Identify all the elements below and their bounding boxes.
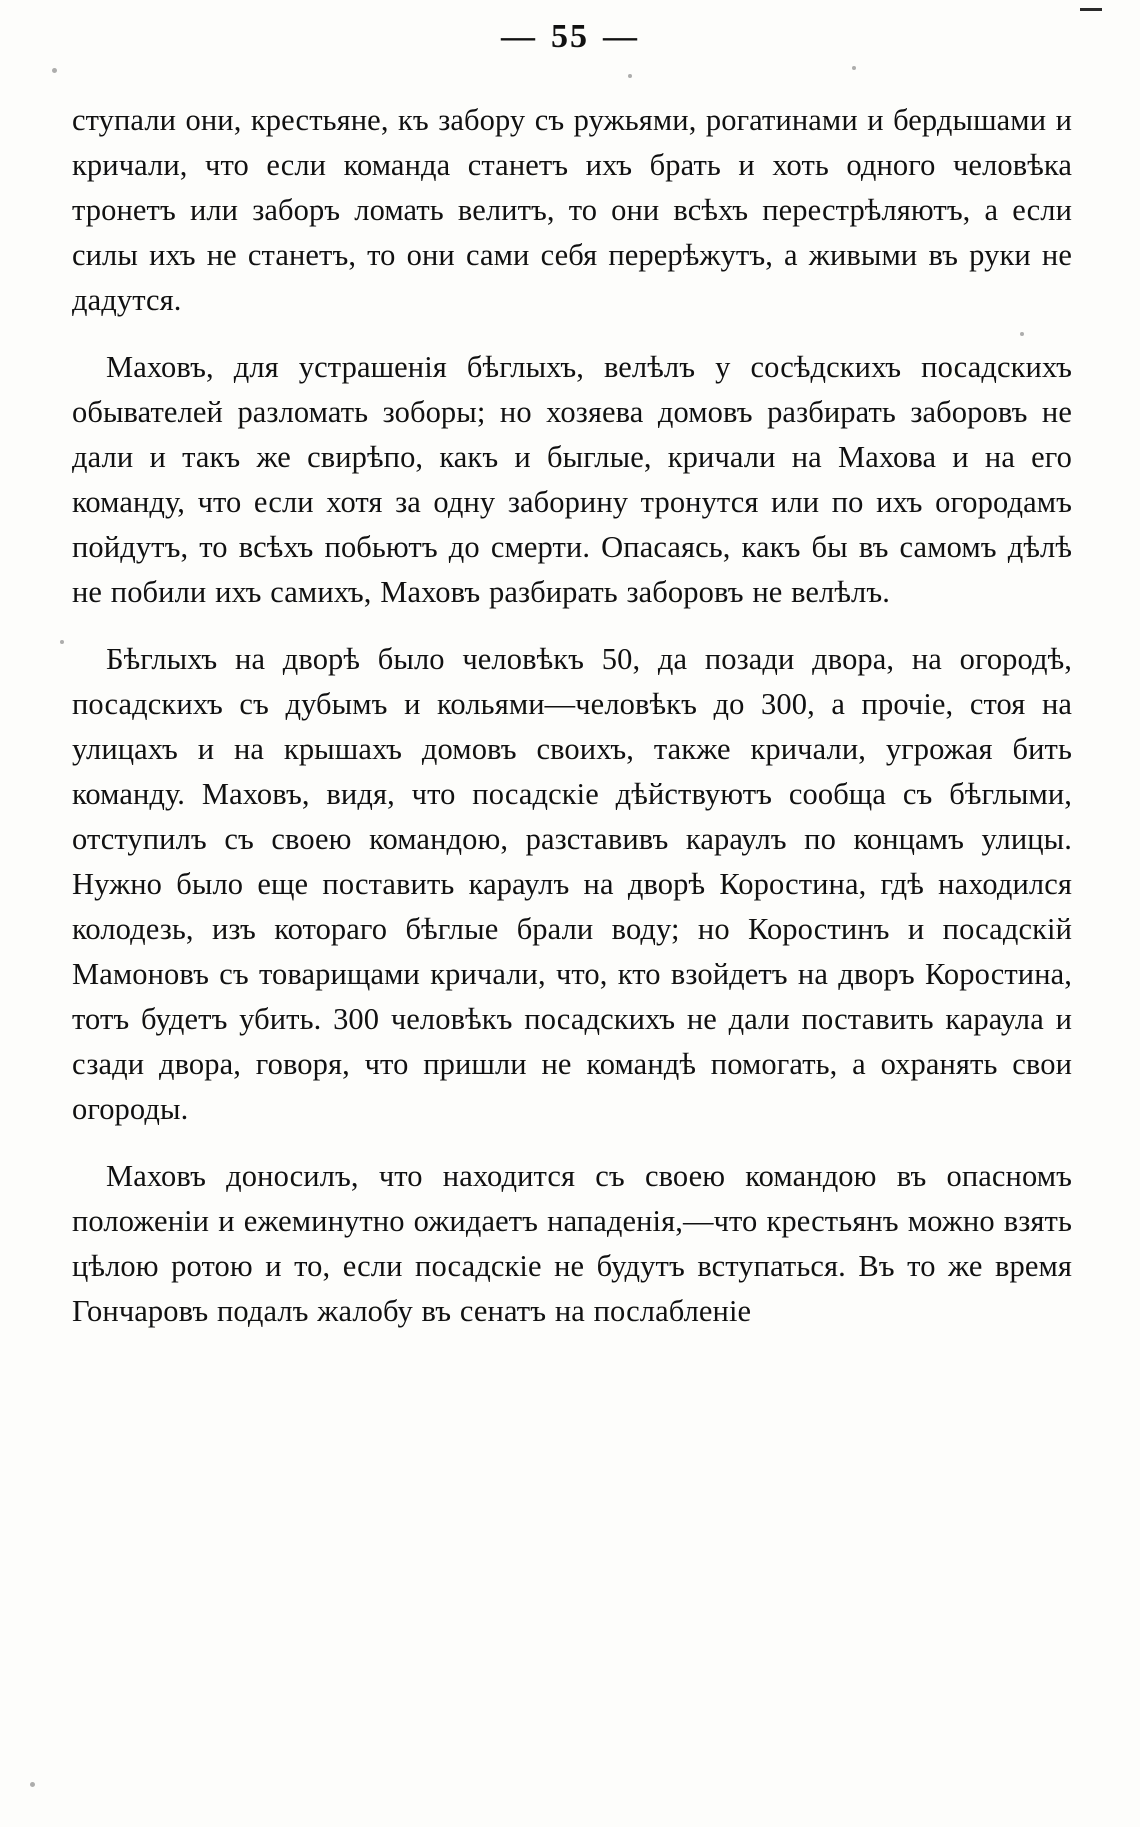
paragraph: Маховъ, для устрашенія бѣглыхъ, велѣлъ у сосѣдскихъ посадскихъ обывателей разломать зоборы; но хозяева домовъ разбирать заборовъ не дали и такъ же свирѣпо, какъ и быглые, кричали на Махова и на его команду, что если хотя за одну заборину тронутся или по ихъ огородамъ пойдутъ, то всѣхъ побьютъ до смерти. Опасаясь, какъ бы въ самомъ дѣлѣ не побили ихъ самихъ, Маховъ разбирать заборовъ не велѣлъ. — [72, 350, 1072, 609]
paper-speck — [852, 66, 856, 70]
page-number: 55 — [551, 18, 589, 55]
paragraph: Бѣглыхъ на дворѣ было человѣкъ 50, да позади двора, на огородѣ, посадскихъ съ дубымъ и кольями—человѣкъ до 300, а прочіе, стоя на улицахъ и на крышахъ домовъ своихъ, также кричали, угрожая бить команду. Маховъ, видя, что посадскіе дѣйствуютъ сообща съ бѣглыми, отступилъ съ своею командою, разставивъ караулъ по концамъ улицы. Нужно было еще поставить караулъ на дворѣ Коростина, гдѣ находился колодезь, изъ котораго бѣглые брали воду; но Коростинъ и посадскій Мамоновъ съ товарищами кричали, что, кто взойдетъ на дворъ Коростина, тотъ будетъ убить. 300 человѣкъ посадскихъ не дали поставить караула и сзади двора, говоря, что пришли не командѣ помогать, а охранять свои огороды. — [72, 642, 1072, 1126]
page-number-dash-left: — — [501, 18, 537, 55]
page-number-dash-right: — — [603, 18, 639, 55]
paragraph: ступали они, крестьяне, къ забору съ ружьями, рогатинами и бердышами и кричали, что если команда станетъ ихъ брать и хоть одного человѣка тронетъ или заборъ ломать велитъ, то они всѣхъ перестрѣляютъ, а если силы ихъ не станетъ, то они сами себя перерѣжутъ, а живыми въ руки не дадутся. — [72, 103, 1072, 317]
paper-speck — [30, 1782, 35, 1787]
page-corner-mark — [1080, 8, 1102, 11]
paper-speck — [60, 640, 64, 644]
page-text-body — [72, 98, 1072, 1334]
paper-speck — [628, 74, 632, 78]
paper-speck — [52, 68, 57, 73]
paragraph: Маховъ доносилъ, что находится съ своею командою въ опасномъ положеніи и ежеминутно ожидаетъ нападенія,—что крестьянъ можно взять цѣлою ротою и то, если посадскіе не будутъ вступаться. Въ то же время Гончаровъ подалъ жалобу въ сенатъ на послабленіе — [72, 1159, 1072, 1328]
page-header — [0, 18, 1140, 56]
